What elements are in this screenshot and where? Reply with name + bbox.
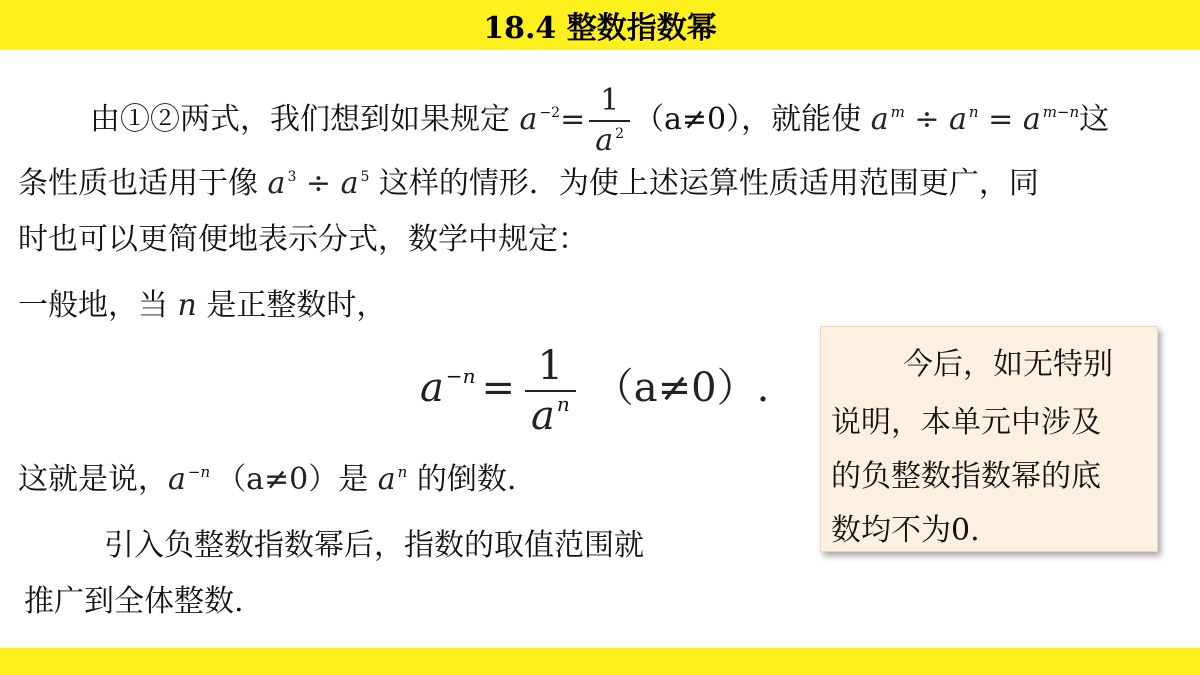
para1-line1 bbox=[90, 83, 1110, 158]
fraction bbox=[525, 343, 576, 439]
math-divide: ÷ bbox=[904, 102, 950, 137]
math-var: a bbox=[168, 462, 186, 497]
para3-line bbox=[18, 460, 516, 504]
note-line-1: 今后，如无特别 bbox=[903, 347, 1113, 382]
math-var: a bbox=[267, 166, 286, 201]
condition-text: （a≠0），就能使 bbox=[634, 102, 871, 137]
para1-text: 由①②两式，我们想到如果规定 bbox=[90, 102, 520, 137]
math-var: a bbox=[420, 365, 444, 411]
math-divide: ÷ bbox=[296, 166, 341, 201]
math-exponent: m bbox=[890, 103, 905, 121]
math-exponent: −2 bbox=[539, 105, 561, 121]
para1-line3: 时也可以更简便地表示分式，数学中规定： bbox=[18, 222, 588, 257]
math-exponent: 3 bbox=[287, 169, 297, 185]
footer-bar bbox=[0, 648, 1200, 675]
math-exponent: 2 bbox=[615, 126, 625, 142]
para4-line2: 推广到全体整数. bbox=[24, 584, 244, 619]
math-exponent: −n bbox=[445, 364, 476, 388]
para2-line bbox=[18, 286, 386, 326]
fraction-denominator-base: a bbox=[595, 123, 614, 158]
page-title: 18.4 整数指数幂 bbox=[483, 11, 717, 46]
fraction-denominator-base: a bbox=[531, 393, 555, 439]
note-line-3: 的负整数指数幂的底 bbox=[831, 459, 1101, 494]
fraction-numerator: 1 bbox=[600, 83, 620, 118]
math-exponent: 5 bbox=[360, 169, 370, 185]
math-exponent: −n bbox=[187, 463, 211, 481]
para3-text: 的倒数. bbox=[407, 462, 517, 497]
para1-line2 bbox=[18, 164, 1039, 209]
para1-text: 这 bbox=[1079, 102, 1110, 137]
math-var: a bbox=[870, 102, 889, 137]
para1-text: 条性质也适用于像 bbox=[18, 166, 268, 201]
para2-text: 一般地，当 bbox=[18, 288, 178, 323]
para3-text: 是 bbox=[338, 462, 378, 497]
fraction bbox=[589, 83, 630, 158]
math-var: n bbox=[177, 288, 197, 323]
math-var: a bbox=[519, 102, 538, 137]
math-equals: = bbox=[560, 102, 586, 137]
math-equals: = bbox=[978, 102, 1023, 137]
math-var: a bbox=[949, 102, 967, 137]
note-line-4: 数均不为0. bbox=[831, 513, 980, 548]
formula-condition: （a≠0）. bbox=[593, 365, 770, 411]
para4-line1: 引入负整数指数幂后，指数的取值范围就 bbox=[104, 528, 644, 563]
fraction-numerator: 1 bbox=[537, 343, 564, 389]
header-bar bbox=[0, 0, 1200, 50]
math-exponent: n bbox=[556, 392, 570, 416]
para2-text: 是正整数时， bbox=[196, 288, 387, 323]
math-exponent: n bbox=[968, 103, 979, 121]
para3-text: 这就是说， bbox=[18, 462, 168, 497]
condition-text: （a≠0） bbox=[216, 462, 339, 497]
math-equals: = bbox=[481, 365, 516, 411]
math-exponent: m−n bbox=[1042, 103, 1080, 121]
note-line-2: 说明，本单元中涉及 bbox=[831, 405, 1101, 440]
main-formula bbox=[420, 344, 769, 438]
para1-text: 这样的情形．为使上述运算性质适用范围更广，同 bbox=[369, 166, 1039, 201]
math-exponent: n bbox=[397, 463, 408, 481]
side-note bbox=[820, 326, 1158, 552]
math-var: a bbox=[377, 462, 396, 497]
math-var: a bbox=[340, 166, 359, 201]
math-var: a bbox=[1022, 102, 1041, 137]
